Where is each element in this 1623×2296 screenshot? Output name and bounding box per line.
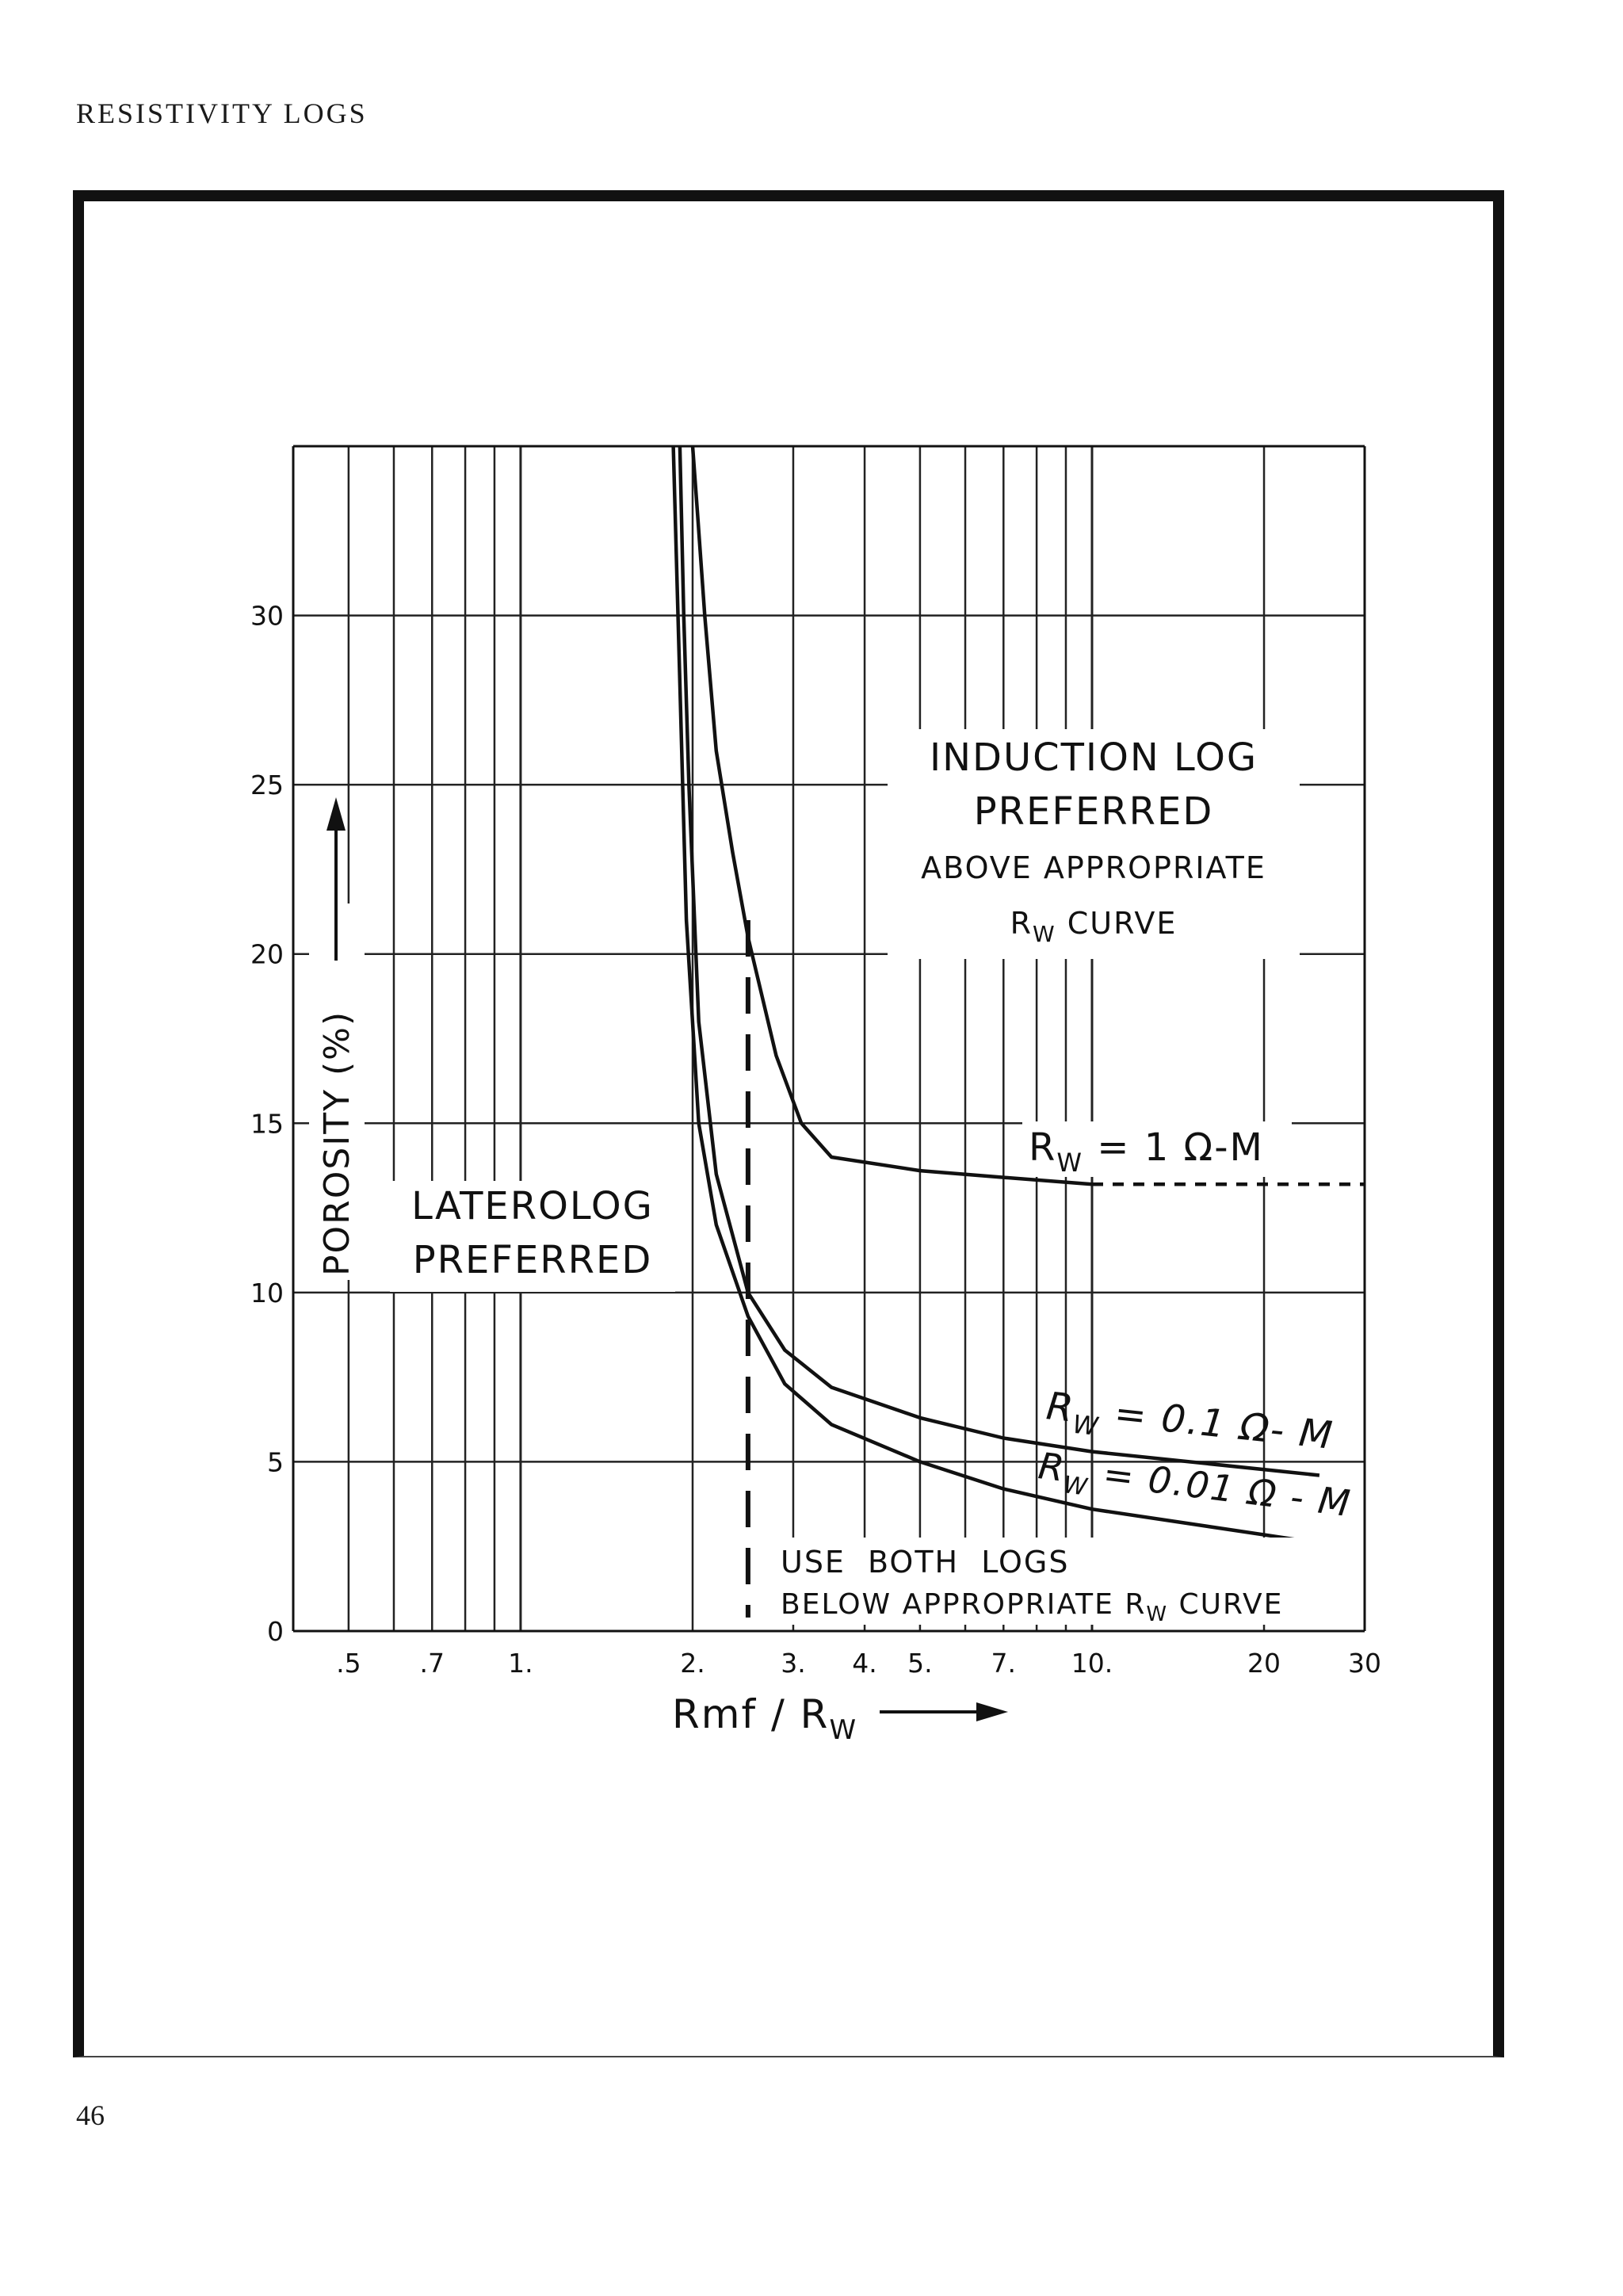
laterolog-label-line1: LATEROLOG [411,1184,654,1228]
induction-label-line3: ABOVE APPROPRIATE [921,850,1266,885]
rw1-r: R [1029,1125,1057,1170]
x-tick-label: 20 [1247,1648,1281,1679]
rw01-label-group [1044,1384,1336,1466]
x-axis-arrow-head [976,1702,1008,1721]
y-axis-label: POROSITY (%) [317,1010,357,1276]
y-tick-label: 20 [250,938,284,970]
series-line-2 [680,446,1319,1476]
both-logs-curve: CURVE [1168,1588,1284,1621]
rw01-r: R [1044,1384,1077,1431]
induction-r: R [1010,906,1033,941]
x-tick-label: .7 [419,1648,445,1679]
rw01-w: W [1071,1408,1102,1442]
induction-label-line2: PREFERRED [973,789,1214,834]
rw001-label [1035,1444,1354,1534]
x-tick-label: 5. [907,1648,933,1679]
induction-curve: CURVE [1056,906,1178,941]
rw001-value: = 0.01 Ω - M [1087,1450,1354,1526]
x-label-main: Rmf / R [672,1691,830,1737]
rw01-label [1044,1384,1336,1466]
laterolog-label-line2: PREFERRED [412,1238,653,1282]
page-header: RESISTIVITY LOGS [76,97,368,129]
y-tick-label: 15 [250,1108,284,1140]
x-tick-label: 1. [508,1648,533,1679]
both-logs-line2 [781,1588,1283,1626]
x-tick-label: .5 [336,1648,361,1679]
x-tick-label: 7. [991,1648,1017,1679]
x-tick-label: 4. [852,1648,877,1679]
page-number: 46 [76,2099,105,2131]
y-tick-label: 10 [250,1277,284,1308]
rw001-label-group [1035,1444,1354,1534]
y-tick-label: 25 [250,770,284,801]
rw01-value: = 0.1 Ω- M [1098,1389,1336,1458]
x-label-w: W [829,1714,858,1746]
x-tick-label: 10. [1071,1648,1113,1679]
series-line-3 [674,446,1319,1543]
rw1-value: = 1 Ω-M [1083,1125,1264,1170]
rw001-w: W [1061,1471,1090,1502]
both-logs-line1: USE BOTH LOGS [781,1545,1070,1580]
y-tick-label: 30 [250,600,284,632]
rw001-r: R [1036,1444,1068,1490]
x-tick-label: 2. [680,1648,705,1679]
y-tick-label: 5 [267,1446,284,1478]
both-logs-below: BELOW APPROPRIATE R [781,1588,1147,1621]
induction-w: W [1032,921,1056,947]
induction-label-line1: INDUCTION LOG [929,735,1258,780]
rw1-w: W [1056,1148,1083,1178]
x-tick-label: 30 [1348,1648,1381,1679]
both-logs-w: W [1146,1603,1169,1626]
chart-axes [293,446,1365,1631]
y-tick-label: 0 [267,1616,284,1647]
y-axis-arrow-head [327,797,346,831]
x-axis-label [672,1691,857,1746]
x-tick-label: 3. [781,1648,806,1679]
chart-grid [293,446,1365,1631]
